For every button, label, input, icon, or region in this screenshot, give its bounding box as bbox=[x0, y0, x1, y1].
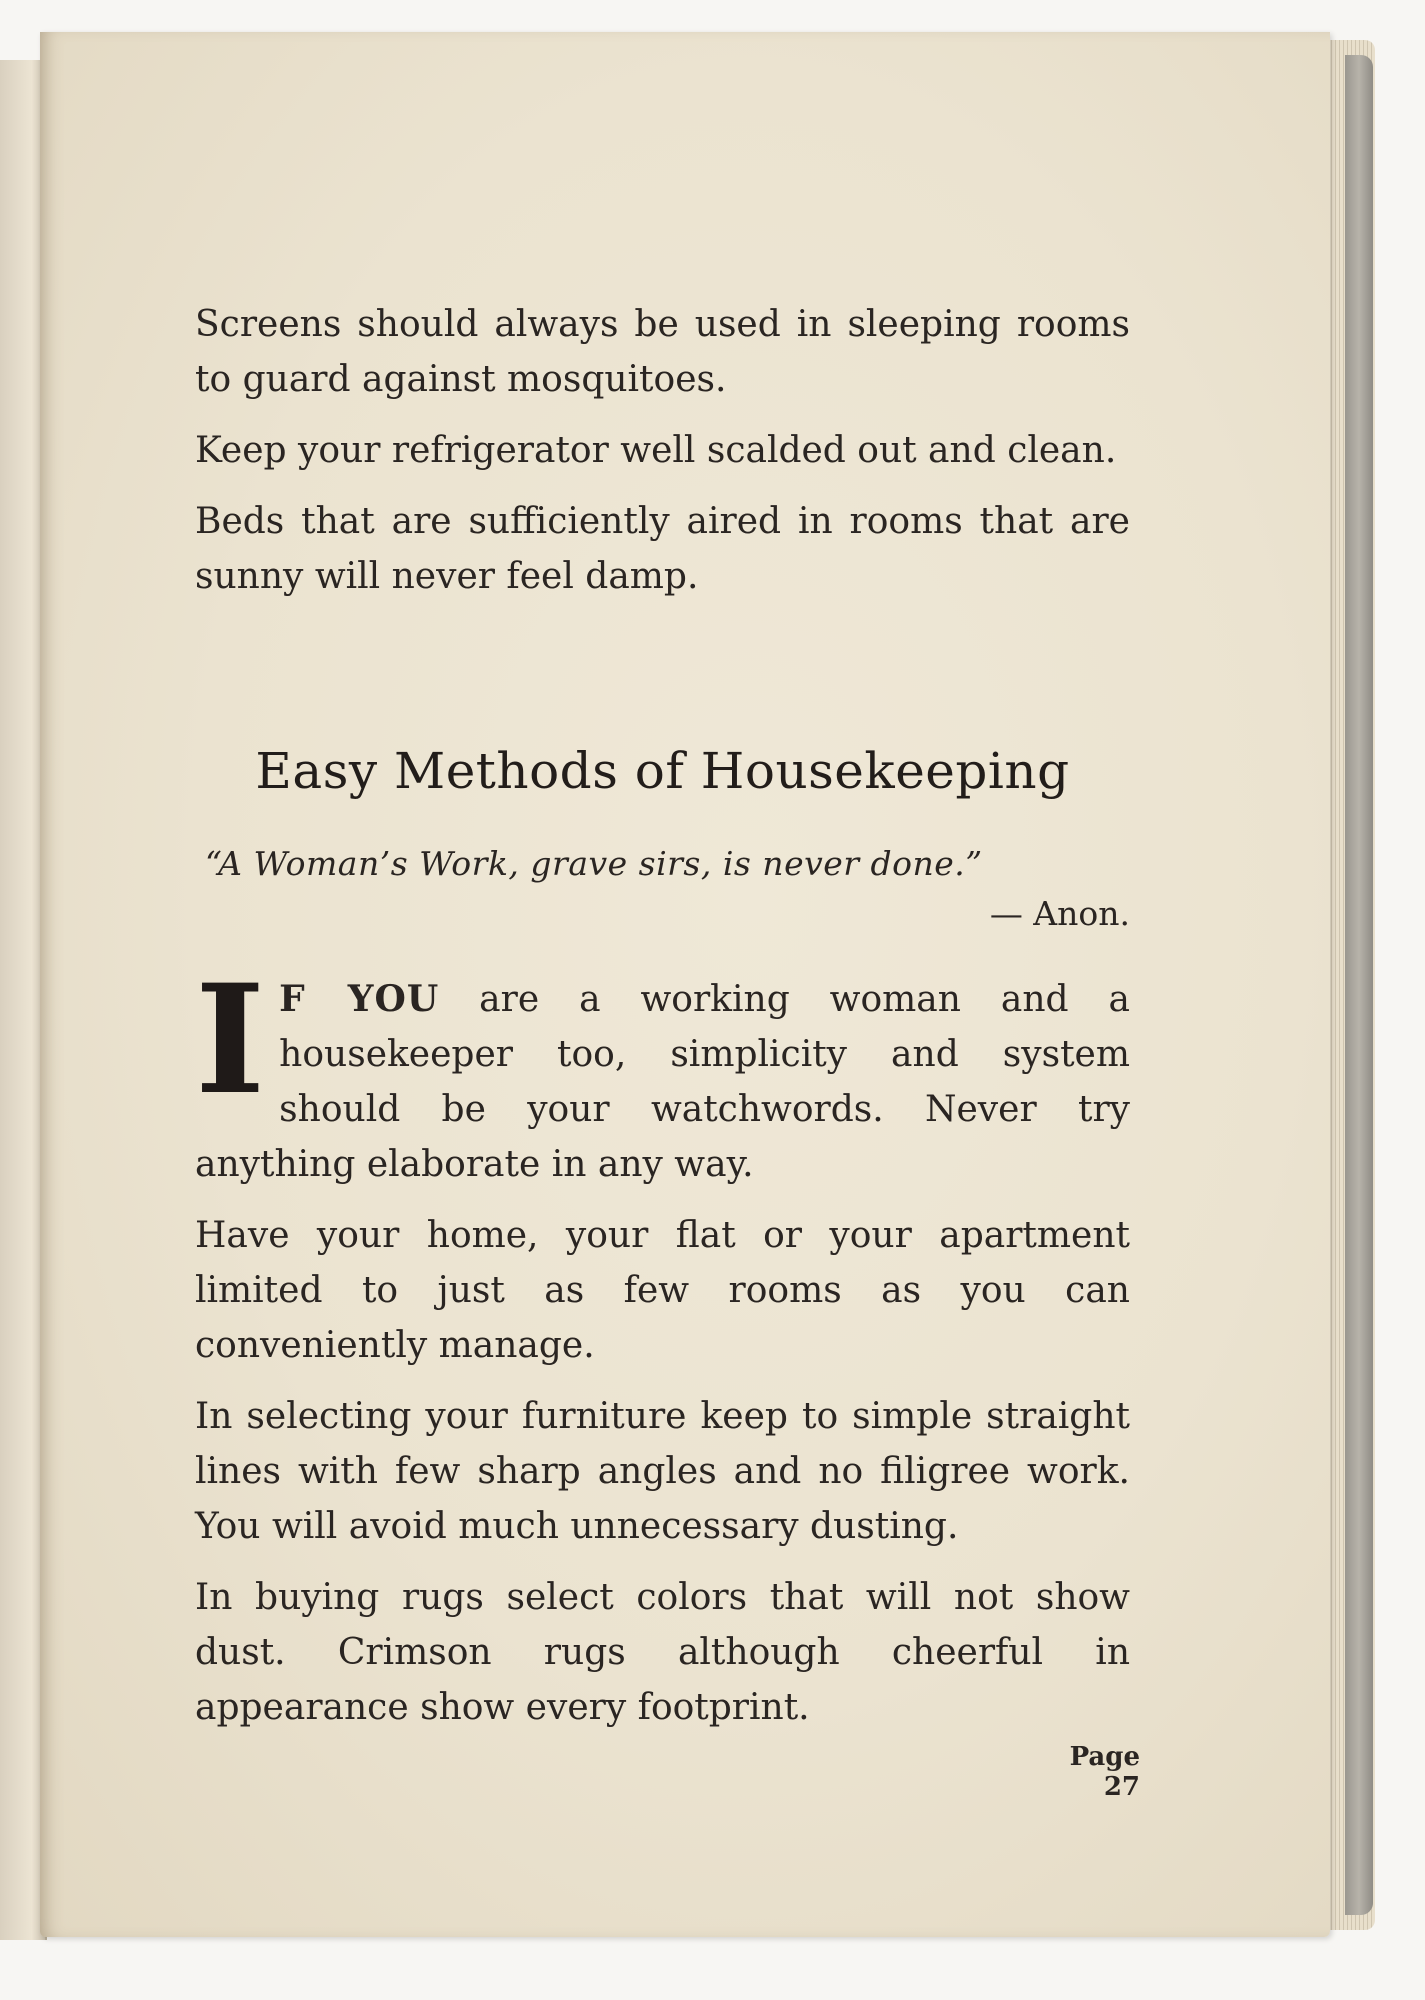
paragraph-home: Have your home, your flat or your apartment limited to just as few rooms as you can conveniently manage. bbox=[195, 1215, 1130, 1366]
section-title: Easy Methods of Housekeeping bbox=[255, 742, 1070, 800]
top-paragraphs bbox=[195, 297, 1130, 620]
book-page bbox=[40, 32, 1330, 1937]
paragraph-beds: Beds that are sufficiently aired in rooms that are sunny will never feel damp. bbox=[195, 501, 1130, 597]
paragraph-furniture: In selecting your furniture keep to simple straight lines with few sharp angles and no filigree work. You will avoid much unnecessary dusting. bbox=[195, 1396, 1130, 1547]
back-cover-edge bbox=[1345, 55, 1373, 1915]
paragraph-refrigerator: Keep your refrigerator well scalded out and clean. bbox=[195, 430, 1117, 471]
epigraph-attribution: — Anon. bbox=[989, 894, 1130, 933]
paragraph-screens: Screens should always be used in sleeping rooms to guard against mosquitoes. bbox=[195, 304, 1130, 400]
body-text bbox=[195, 952, 1130, 1751]
paragraph-rugs: In buying rugs select colors that will not show dust. Crimson rugs although cheerful in appearance show every footprint. bbox=[195, 1577, 1130, 1728]
page-number: Page 27 bbox=[1069, 1742, 1140, 1802]
epigraph: “A Woman’s Work, grave sirs, is never done.” bbox=[205, 844, 983, 883]
paragraph-working-woman bbox=[195, 952, 1130, 1192]
lead-in: F YOU bbox=[279, 978, 440, 1020]
drop-cap: I bbox=[195, 952, 266, 1128]
first-paragraph-text: are a working woman and a housekeeper too, simplicity and system should be your watchwords. Never try anything elaborate in any way. bbox=[195, 979, 1130, 1185]
